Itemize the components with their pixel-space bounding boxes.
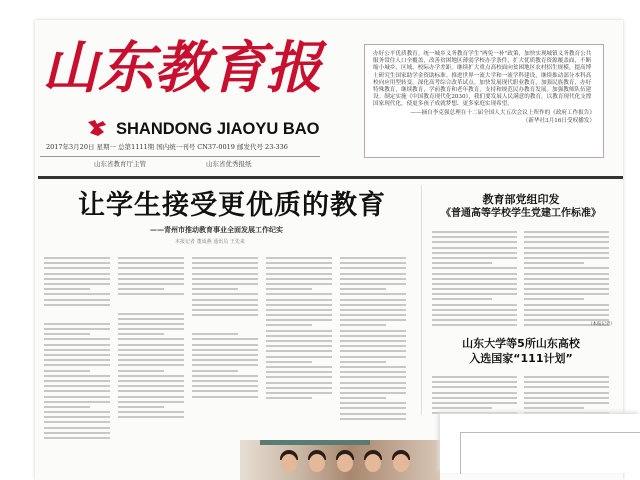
text-line [266, 314, 332, 316]
text-line [524, 273, 609, 275]
text-line [432, 381, 517, 383]
text-line [524, 397, 609, 399]
text-line [340, 262, 406, 264]
text-line [192, 262, 258, 264]
text-line [192, 354, 258, 356]
text-column [432, 231, 517, 330]
text-line [44, 380, 110, 382]
text-line [44, 421, 110, 423]
text-line [266, 345, 332, 347]
text-line [340, 340, 406, 342]
text-line [118, 354, 184, 356]
text-line [118, 380, 184, 382]
text-line [266, 350, 332, 352]
text-line [340, 361, 386, 363]
text-line [432, 293, 517, 295]
text-line [432, 288, 517, 290]
text-line [192, 338, 258, 340]
main-deck: ——青州市推动教育事业全面发展工作纪实 [150, 225, 283, 234]
text-line [192, 278, 258, 280]
right-headline-1a: 教育部党组印发 [482, 193, 560, 206]
text-line [118, 406, 164, 408]
text-line [340, 402, 406, 404]
quote-source-note: （新华社3月16日受权播发） [522, 117, 595, 124]
text-column [524, 231, 609, 330]
text-line [266, 392, 332, 394]
text-line [266, 376, 332, 378]
text-line [432, 247, 517, 249]
text-line [432, 314, 517, 316]
text-line [266, 335, 332, 337]
text-line [118, 385, 184, 387]
text-line [432, 304, 517, 306]
text-line [432, 262, 492, 264]
text-line [118, 411, 184, 413]
text-line [340, 330, 406, 332]
text-line [340, 319, 406, 321]
text-line [118, 273, 184, 275]
text-line [524, 231, 609, 233]
students-photo [240, 440, 440, 480]
text-line [44, 390, 110, 392]
quote-box [364, 44, 604, 158]
text-line [192, 288, 238, 290]
text-line [524, 298, 584, 300]
text-line [44, 401, 110, 403]
text-line [524, 236, 609, 238]
text-line [340, 413, 406, 415]
right-headline-2 [425, 336, 617, 366]
text-line [118, 293, 184, 295]
text-line [44, 293, 110, 295]
text-line [44, 406, 90, 408]
text-column [432, 376, 517, 418]
text-line [118, 375, 184, 377]
text-line [266, 267, 332, 269]
text-line [44, 338, 110, 340]
text-line [340, 314, 406, 316]
text-line [44, 323, 110, 325]
text-line [118, 323, 184, 325]
text-line [432, 376, 517, 378]
text-line [340, 309, 406, 311]
text-line [340, 304, 406, 306]
text-line [192, 299, 258, 301]
right-headline-2a: 山东大学等5所山东高校 [462, 337, 580, 350]
text-line [44, 344, 110, 346]
text-line [340, 371, 406, 373]
text-line [118, 283, 184, 285]
text-line [44, 299, 110, 301]
text-line [192, 267, 258, 269]
text-line [118, 318, 184, 320]
date-line: 2017年3月20日 星期一 总第1111期 国内统一刊号 CN37-0019 邮发代号 23-336 [46, 143, 288, 151]
text-line [44, 359, 110, 361]
text-line [524, 288, 609, 290]
text-line [266, 283, 332, 285]
text-line [340, 407, 406, 409]
text-line [44, 416, 110, 418]
text-line [192, 390, 258, 392]
text-line [118, 390, 184, 392]
text-line [44, 283, 110, 285]
text-line [432, 267, 517, 269]
quote-text: 办好公平优质教育。统一城乡义务教育学生“两免一补”政策，加快实现城镇义务教育公共服务常住人口全覆盖，改善贫困地区薄弱学校办学条件，扩大优质教育资源覆盖面，不断缩小城乡、区域、校际办学差距。继续扩大重点高校面向贫困地区农村招生规模。提高博士研究生国家助学金资助标准。推进世界一流大学和一流学科建设，继续推动部分本科高校向应用型转变。深化高考综合改革试点。加快发展现代职业教育，加强民族教育，办好特殊教育，继续教育，学前教育和老年教育，支持和规范民办教育发展。加强教师队伍建设。制定实施《中国教育现代化2030》，我们要发展人民满意的教育，以教育现代化支撑国家现代化，使更多孩子成就梦想、更多家庭实现希望。 [373, 51, 592, 108]
right-story-credit: （本报记者） [588, 322, 615, 327]
text-line [192, 304, 258, 306]
text-line [44, 411, 110, 413]
text-line [118, 328, 184, 330]
text-line [524, 309, 609, 311]
text-line [118, 370, 164, 372]
text-line [44, 262, 110, 264]
text-line [266, 340, 332, 342]
right-headline-2b: 入选国家“111计划” [469, 352, 573, 365]
text-line [266, 330, 332, 332]
text-line [340, 387, 406, 389]
text-column [44, 257, 110, 442]
text-line [524, 319, 609, 321]
text-line [118, 288, 164, 290]
text-line [192, 364, 258, 366]
text-line [432, 231, 517, 233]
text-line [524, 241, 609, 243]
text-line [524, 278, 609, 280]
right-headline-1 [425, 192, 617, 221]
text-column [192, 257, 258, 401]
text-line [524, 376, 609, 378]
text-line [340, 345, 406, 347]
column-divider [421, 185, 422, 415]
text-line [44, 437, 110, 439]
newspaper-logo-icon [86, 118, 108, 138]
text-line [266, 299, 332, 301]
text-line [340, 382, 406, 384]
text-line [340, 324, 386, 326]
text-line [118, 401, 184, 403]
text-line [266, 356, 332, 358]
text-line [340, 288, 386, 290]
text-line [266, 319, 332, 321]
text-line [340, 392, 406, 394]
text-line [524, 293, 609, 295]
text-line [524, 407, 584, 409]
masthead-english-title: SHANDONG JIAOYU BAO [116, 120, 320, 138]
text-line [44, 385, 110, 387]
text-line [118, 359, 184, 361]
text-line [44, 427, 110, 429]
text-line [118, 364, 184, 366]
text-line [432, 252, 517, 254]
text-line [432, 402, 517, 404]
text-line [118, 313, 184, 315]
text-line [44, 288, 90, 290]
text-line [524, 247, 609, 249]
text-line [44, 333, 90, 335]
supervisor-label: 山东省教育厅主管 [94, 160, 146, 168]
text-line [340, 273, 406, 275]
text-line [432, 241, 517, 243]
text-line [44, 257, 110, 259]
text-line [266, 397, 312, 399]
text-line [340, 299, 406, 301]
text-line [118, 333, 164, 335]
text-line [44, 278, 110, 280]
main-byline: 本报记者 董成燕 通讯员 王先来 [175, 239, 245, 245]
text-line [432, 278, 517, 280]
text-line [192, 370, 238, 372]
text-column [266, 257, 332, 402]
text-line [340, 283, 406, 285]
text-line [432, 392, 517, 394]
text-line [524, 314, 609, 316]
text-line [266, 366, 332, 368]
text-line [266, 288, 312, 290]
text-line [432, 386, 517, 388]
text-line [432, 283, 517, 285]
text-line [266, 304, 332, 306]
text-line [44, 364, 110, 366]
text-line [340, 257, 406, 259]
text-line [524, 402, 609, 404]
text-line [524, 386, 609, 388]
text-line [432, 324, 517, 326]
text-line [340, 418, 406, 420]
text-line [524, 252, 609, 254]
text-line [192, 359, 258, 361]
overlapping-page [440, 414, 640, 473]
text-line [432, 397, 517, 399]
text-line [192, 380, 258, 382]
text-line [524, 257, 609, 259]
text-line [192, 333, 238, 335]
text-line [44, 273, 110, 275]
text-line [266, 257, 332, 259]
text-line [524, 304, 609, 306]
text-line [266, 324, 312, 326]
text-line [118, 349, 184, 351]
text-line [266, 382, 332, 384]
text-line [266, 361, 312, 363]
text-line [340, 293, 406, 295]
text-line [192, 309, 258, 311]
text-line [340, 335, 406, 337]
text-column [118, 257, 184, 421]
text-line [266, 309, 332, 311]
text-column [340, 257, 406, 423]
text-line [118, 278, 184, 280]
text-line [44, 375, 110, 377]
text-line [340, 278, 406, 280]
masthead-rule [38, 176, 623, 179]
text-line [192, 349, 258, 351]
text-line [44, 396, 110, 398]
text-line [432, 257, 517, 259]
text-line [266, 278, 332, 280]
text-line [340, 356, 406, 358]
right-headline-1b: 《普通高等学校学生党建工作标准》 [441, 208, 601, 219]
text-column [524, 376, 609, 418]
text-line [266, 273, 332, 275]
text-line [44, 354, 110, 356]
text-line [44, 432, 110, 434]
masthead-title: 山东教育报 [42, 35, 322, 101]
text-line [192, 257, 258, 259]
text-line [432, 298, 492, 300]
text-line [432, 309, 517, 311]
text-line [118, 257, 184, 259]
text-line [118, 338, 184, 340]
text-line [192, 375, 258, 377]
text-line [524, 267, 609, 269]
award-label: 山东省优秀报纸 [206, 160, 252, 168]
text-line [340, 397, 386, 399]
text-line [432, 273, 517, 275]
text-line [266, 262, 332, 264]
text-line [118, 267, 184, 269]
text-line [524, 262, 584, 264]
text-line [44, 349, 110, 351]
text-line [44, 267, 110, 269]
text-line [192, 396, 258, 398]
text-line [44, 370, 90, 372]
main-headline: 让学生接受更优质的教育 [78, 190, 386, 221]
text-line [192, 283, 258, 285]
text-line [118, 396, 184, 398]
text-line [340, 267, 406, 269]
text-line [118, 416, 184, 418]
text-line [192, 314, 258, 316]
text-line [432, 236, 517, 238]
quote-source: ——摘自李克强总理在十二届全国人大五次会议上所作的《政府工作报告》 [410, 109, 595, 116]
text-line [432, 319, 517, 321]
text-line [44, 304, 110, 306]
text-line [118, 262, 184, 264]
text-line [192, 385, 258, 387]
text-line [524, 381, 609, 383]
text-line [524, 392, 609, 394]
text-line [340, 366, 406, 368]
text-line [340, 376, 406, 378]
text-line [44, 328, 110, 330]
text-line [524, 283, 609, 285]
text-line [340, 350, 406, 352]
text-line [266, 371, 332, 373]
text-line [432, 407, 492, 409]
divider [40, 156, 320, 157]
text-line [192, 273, 258, 275]
text-line [266, 293, 332, 295]
text-line [118, 344, 184, 346]
text-line [192, 344, 258, 346]
text-line [266, 387, 332, 389]
text-line [192, 293, 258, 295]
